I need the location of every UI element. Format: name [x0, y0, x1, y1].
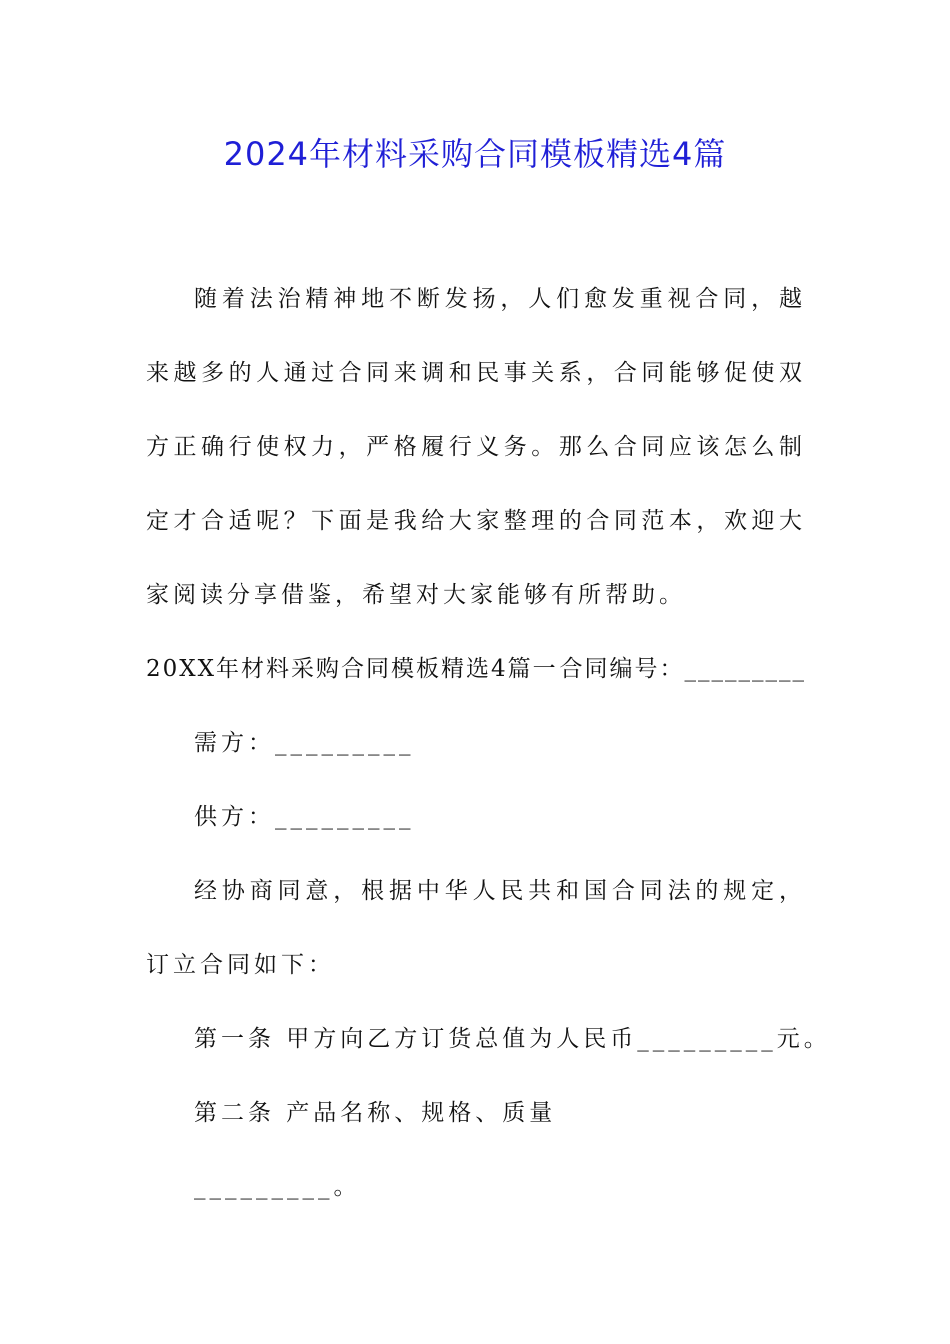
agreement-paragraph: 经协商同意，根据中华人民共和国合同法的规定，订立合同如下： [146, 878, 806, 978]
document-title: 2024年材料采购合同模板精选4篇 [223, 135, 727, 173]
section-heading-line [146, 632, 806, 706]
article-1: 第一条 甲方向乙方订货总值为人民币_________元。 [194, 1026, 831, 1052]
article-2-blank: _________。 [194, 1174, 361, 1200]
intro-paragraph: 随着法治精神地不断发扬，人们愈发重视合同，越来越多的人通过合同来调和民事关系，合同能够促使双方正确行使权力，严格履行义务。那么合同应该怎么制定才合适呢？下面是我给大家整理的合同范本，欢迎大家阅读分享借鉴，希望对大家能够有所帮助。 [146, 286, 806, 608]
article-2: 第二条 产品名称、规格、质量 [194, 1100, 557, 1126]
buyer-line: 需方：_________ [194, 730, 415, 756]
supplier-line: 供方：_________ [194, 804, 415, 830]
section-heading: 20XX年材料采购合同模板精选4篇一 [146, 656, 558, 682]
document-body [146, 262, 831, 1224]
contract-number: 合同编号：_________ [559, 656, 806, 682]
